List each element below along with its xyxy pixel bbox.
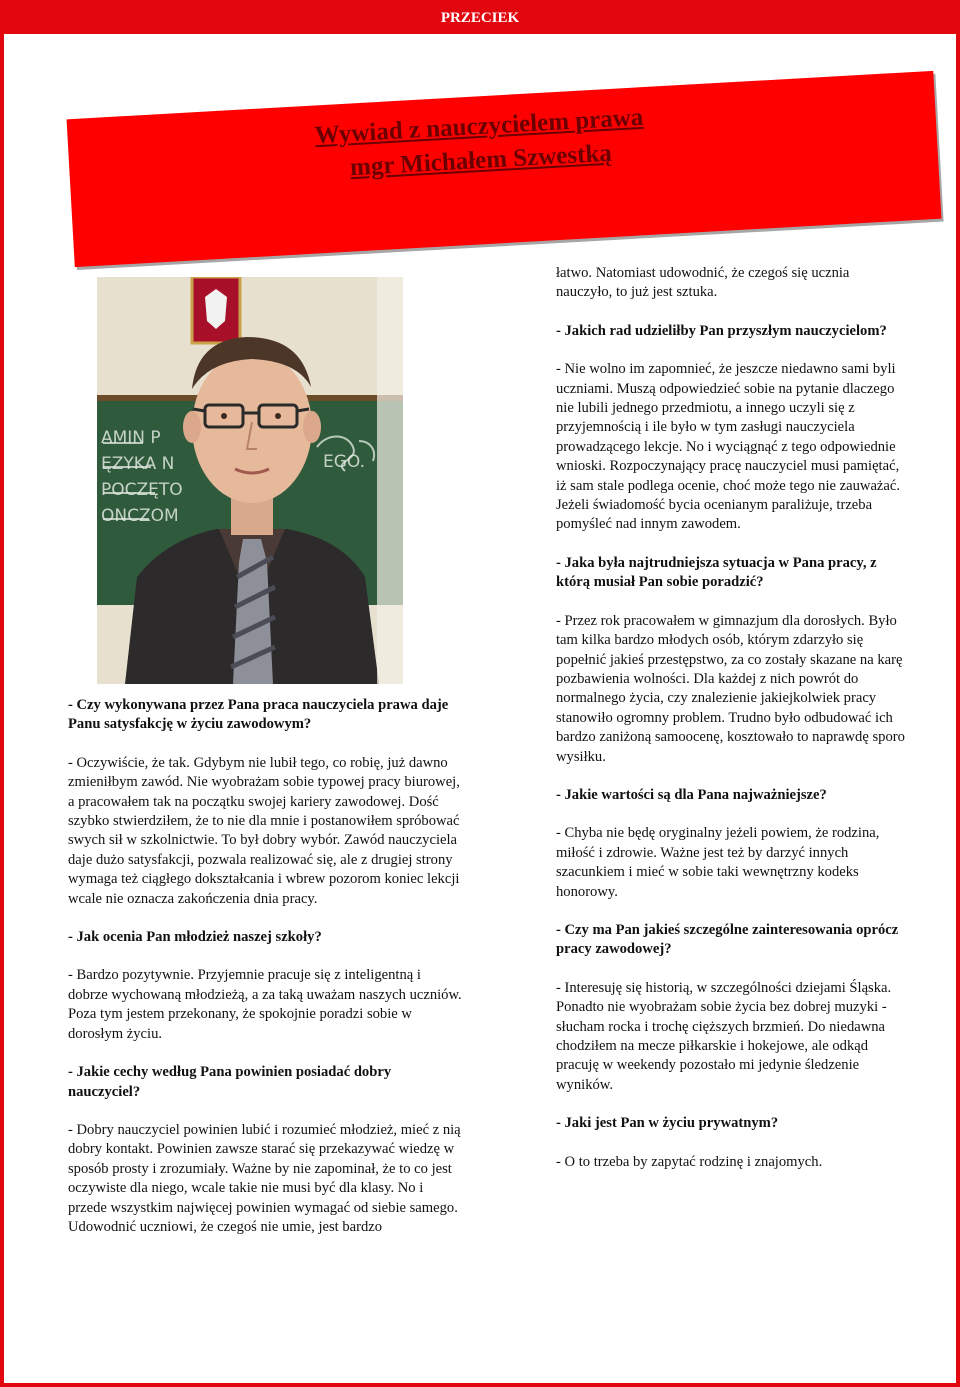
title-line-1: Wywiad z nauczycielem prawa xyxy=(314,103,644,150)
interview-answer: - O to trzeba by zapytać rodzinę i znajomych. xyxy=(556,1153,823,1170)
header-bar xyxy=(0,0,960,34)
title-line-2: mgr Michałem Szwestką xyxy=(349,139,613,182)
interview-answer: - Oczywiście, że tak. Gdybym nie lubił tego, co robię, już dawno zmieniłbym zawód. Nie wyobrażam sobie typowej pracy biurowej, a pracowałem tak na początku swojej kariery zawodowej. Dość szybko stwierdziłem, że to nie dla mnie i postanowiłem spróbować swych sił w szkolnictwie. To był dobry wybór. Zawód nauczyciela daje dużo satysfakcji, pozwala realizować się, ale z drugiej strony wymaga też ciągłego dokształcania i wbrew pozorom koniec lekcji wcale nie oznacza zakończenia dnia pracy. xyxy=(68,754,460,907)
board-text-3: EGO. xyxy=(323,452,366,472)
right-column xyxy=(556,264,906,1191)
interview-answer: - Dobry nauczyciel powinien lubić i rozumieć młodzież, mieć z nią dobry kontakt. Powinien zawsze starać się przekazywać wiedzę w sposób prosty i zrozumiały. Ważne by nie zapominał, że to co jest oczywiste dla niego, wcale takie nie musi być dla klasy. No i przede wszystkim najwięcej powinien wymagać od siebie samego. Udowodnić uczniowi, że czegoś nie umie, jest bardzo xyxy=(68,1121,461,1235)
board-text-4: POCZĘTO xyxy=(101,480,183,500)
interview-question: - Jak ocenia Pan młodzież naszej szkoły? xyxy=(68,929,322,946)
interview-question: - Jaki jest Pan w życiu prywatnym? xyxy=(556,1115,779,1132)
interview-question: - Jaka była najtrudniejsza sytuacja w Pana pracy, z którą musiał Pan sobie poradzić? xyxy=(556,554,877,591)
interview-question: - Czy ma Pan jakieś szczególne zainteresowania oprócz pracy zawodowej? xyxy=(556,921,899,958)
header-label: PRZECIEK xyxy=(440,10,520,26)
board-text-1: AMIN P xyxy=(101,428,161,448)
teacher-photo-image xyxy=(97,277,403,684)
board-text-5: ONCZOM xyxy=(101,506,179,526)
interview-answer: - Interesuję się historią, w szczególności dziejami Śląska. Ponadto nie wyobrażam sobie życia bez dobrej muzyki - słucham rocka i trochę cięższych brzmień. Do niedawna chodziłem na mecze piłkarskie i hokejowe, ale odkąd pracuję w weekendy pozostało mi jedynie śledzenie wyników. xyxy=(556,979,892,1093)
interview-question: - Czy wykonywana przez Pana praca nauczyciela prawa daje Panu satysfakcję w życiu zawodowym? xyxy=(68,697,449,733)
interview-answer: - Przez rok pracowałem w gimnazjum dla dorosłych. Było tam kilka bardzo młodych osób, którym zdarzyło się popełnić jakieś przestępstwo, za co zostały skazane na karę pozbawienia wolności. Dla każdej z nich powrót do normalnego życia, czy znalezienie jakiejkolwiek pracy stanowiło ogromny problem. Trudno było odbudować ich bardzo zaniżoną samoocenę, kosztowało to naprawdę sporo wysiłku. xyxy=(556,612,905,765)
interview-answer: - Chyba nie będę oryginalny jeżeli powiem, że rodzina, miłość i zdrowie. Ważne jest też by darzyć innych szacunkiem i mieć w sobie taki wewnętrzny kodeks honorowy. xyxy=(556,825,880,900)
interview-answer: - Bardzo pozytywnie. Przyjemnie pracuje się z inteligentną i dobrze wychowaną młodzieżą, a za taką uważam naszych uczniów. Poza tym jestem przekonany, że spokojnie poradzi sobie w dorosłym życiu. xyxy=(68,967,462,1042)
interview-question: - Jakich rad udzieliłby Pan przyszłym nauczycielom? xyxy=(556,322,887,339)
interview-question: - Jakie cechy według Pana powinien posiadać dobry nauczyciel? xyxy=(68,1064,392,1100)
interview-answer: - Nie wolno im zapomnieć, że jeszcze niedawno sami byli uczniami. Muszą odpowiedzieć sobie na pytanie dlaczego nie lubili jednego przedmiotu, a innego uczyli się z przyjemnością i ile było w tym zasługi nauczyciela prowadzącego lekcje. No i wyciągnąć z tego odpowiednie wnioski. Rozpoczynający pracę nauczyciel musi pamiętać, iż sam stale podlega ocenie, choć może tego nie zauważać. Jeżeli świadomość bycia ocenianym paraliżuje, trzeba pomyśleć nad innym zawodem. xyxy=(556,361,901,533)
left-column xyxy=(68,696,463,1256)
board-text-2: ĘZYKA N xyxy=(101,454,175,474)
teacher-photo xyxy=(97,277,403,684)
interview-question: - Jakie wartości są dla Pana najważniejsze? xyxy=(556,786,827,803)
interview-answer: łatwo. Natomiast udowodnić, że czegoś się ucznia nauczyło, to już jest sztuka. xyxy=(556,265,850,301)
